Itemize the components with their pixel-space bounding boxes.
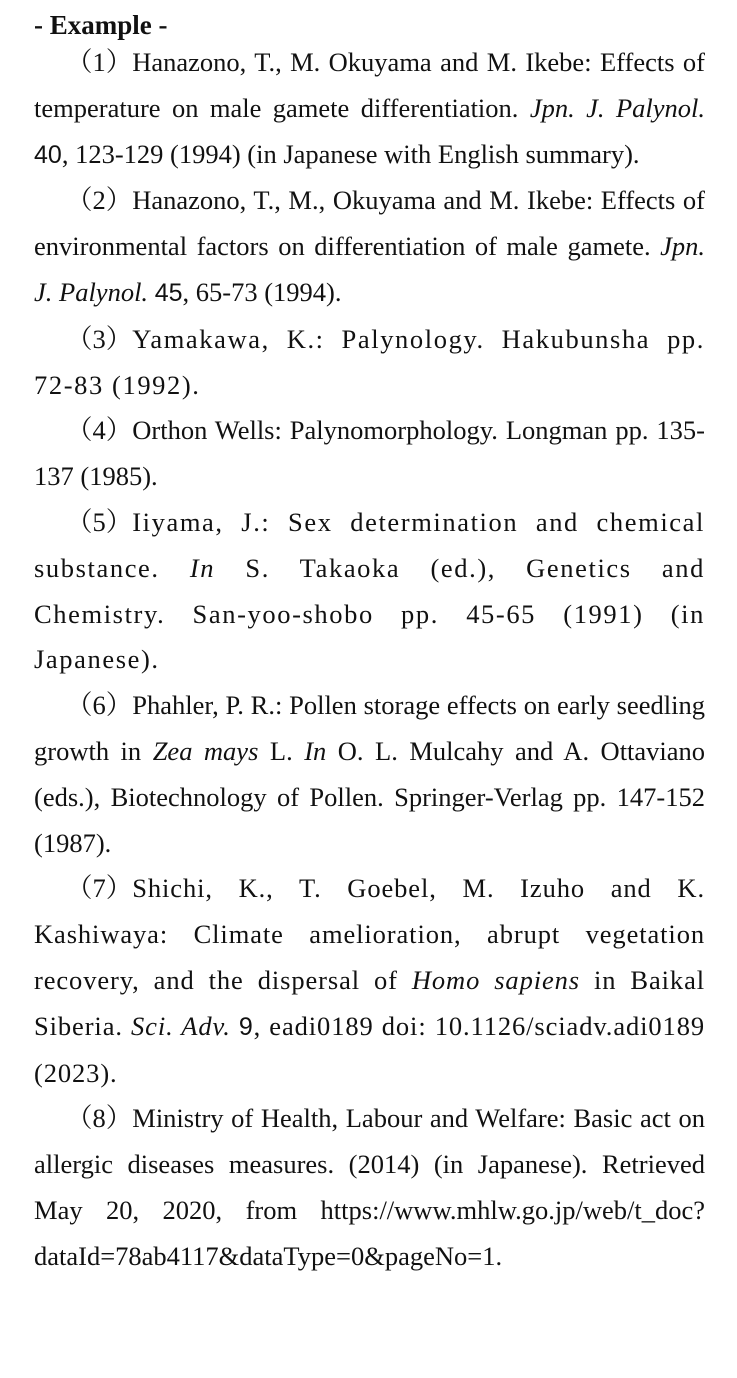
reference-volume: 45 bbox=[154, 278, 183, 307]
reference-in: In bbox=[304, 735, 327, 766]
reference-species: Zea mays bbox=[152, 735, 259, 766]
reference-item-7 bbox=[34, 866, 705, 1096]
reference-text: Ministry of Health, Labour and Welfare: Basic act on allergic diseases measures. (2014) (in Japanese). Retrieved May 20, 2020, from https://www.mhlw.go.jp/web/t_doc?dataId=78ab4117&dataType=0&pageNo=1. bbox=[34, 1103, 705, 1271]
reference-text: Yamakawa, K.: Palynology. Hakubunsha pp. 72-83 (1992). bbox=[34, 323, 705, 400]
reference-item-3 bbox=[34, 317, 705, 409]
reference-text-mid: L. bbox=[269, 735, 293, 766]
reference-number: （3） bbox=[66, 323, 133, 354]
reference-item-2 bbox=[34, 178, 705, 316]
reference-journal: Jpn. J. Palynol. bbox=[34, 231, 706, 307]
reference-item-8 bbox=[34, 1096, 705, 1279]
reference-text-after: , eadi0189 doi: 10.1126/sciadv.adi0189 (2023). bbox=[34, 1010, 705, 1088]
reference-text-mid: in Baikal Siberia. bbox=[34, 964, 706, 1041]
reference-example-page bbox=[34, 0, 705, 1280]
reference-number: （1） bbox=[66, 47, 133, 77]
reference-item-4 bbox=[34, 408, 705, 500]
reference-text-after: O. L. Mulcahy and A. Ottaviano (eds.), Biotechnology of Pollen. Springer-Verlag pp. 147-152 (1987). bbox=[34, 735, 706, 858]
reference-text: Orthon Wells: Palynomorphology. Longman pp. 135-137 (1985). bbox=[34, 415, 705, 492]
example-heading: - Example - bbox=[34, 10, 168, 40]
reference-journal: Sci. Adv. bbox=[131, 1010, 231, 1041]
reference-item-5 bbox=[34, 500, 705, 683]
reference-item-1 bbox=[34, 40, 705, 178]
reference-text-before: Shichi, K., T. Goebel, M. Izuho and K. Kashiwaya: Climate amelioration, abrupt vegetation recovery, and the dispersal of bbox=[34, 873, 705, 995]
reference-number: （2） bbox=[66, 185, 133, 216]
reference-text-after: S. Takaoka (ed.), Genetics and Chemistry. San-yoo-shobo pp. 45-65 (1991) (in Japanese). bbox=[34, 552, 705, 675]
reference-in: In bbox=[189, 552, 216, 583]
reference-authors: Hanazono, T., M. Okuyama and M. Ikebe: bbox=[132, 47, 592, 77]
reference-journal: Jpn. J. Palynol. bbox=[529, 92, 706, 123]
reference-number: （7） bbox=[66, 873, 133, 904]
reference-authors: Hanazono, T., M., Okuyama and M. Ikebe: bbox=[132, 185, 594, 216]
reference-text-before: Iiyama, J.: Sex determination and chemical substance. bbox=[34, 506, 705, 583]
reference-list bbox=[34, 40, 705, 1280]
reference-number: （4） bbox=[66, 415, 133, 446]
reference-pages: , 65-73 (1994). bbox=[182, 276, 342, 307]
reference-species: Homo sapiens bbox=[411, 964, 581, 995]
reference-pages: , 123-129 (1994) (in Japanese with English summary). bbox=[61, 138, 640, 169]
reference-number: （5） bbox=[66, 506, 133, 537]
reference-title: Effects of temperature on male gamete differentiation. bbox=[34, 47, 705, 123]
reference-title: Effects of environmental factors on differentiation of male gamete. bbox=[34, 185, 705, 262]
reference-volume: 40 bbox=[34, 140, 62, 169]
reference-volume: 9 bbox=[238, 1012, 254, 1041]
reference-number: （6） bbox=[66, 690, 133, 721]
reference-item-6 bbox=[34, 683, 705, 866]
reference-text-before: Phahler, P. R.: Pollen storage effects on early seedling growth in bbox=[34, 690, 705, 766]
reference-number: （8） bbox=[66, 1103, 133, 1134]
